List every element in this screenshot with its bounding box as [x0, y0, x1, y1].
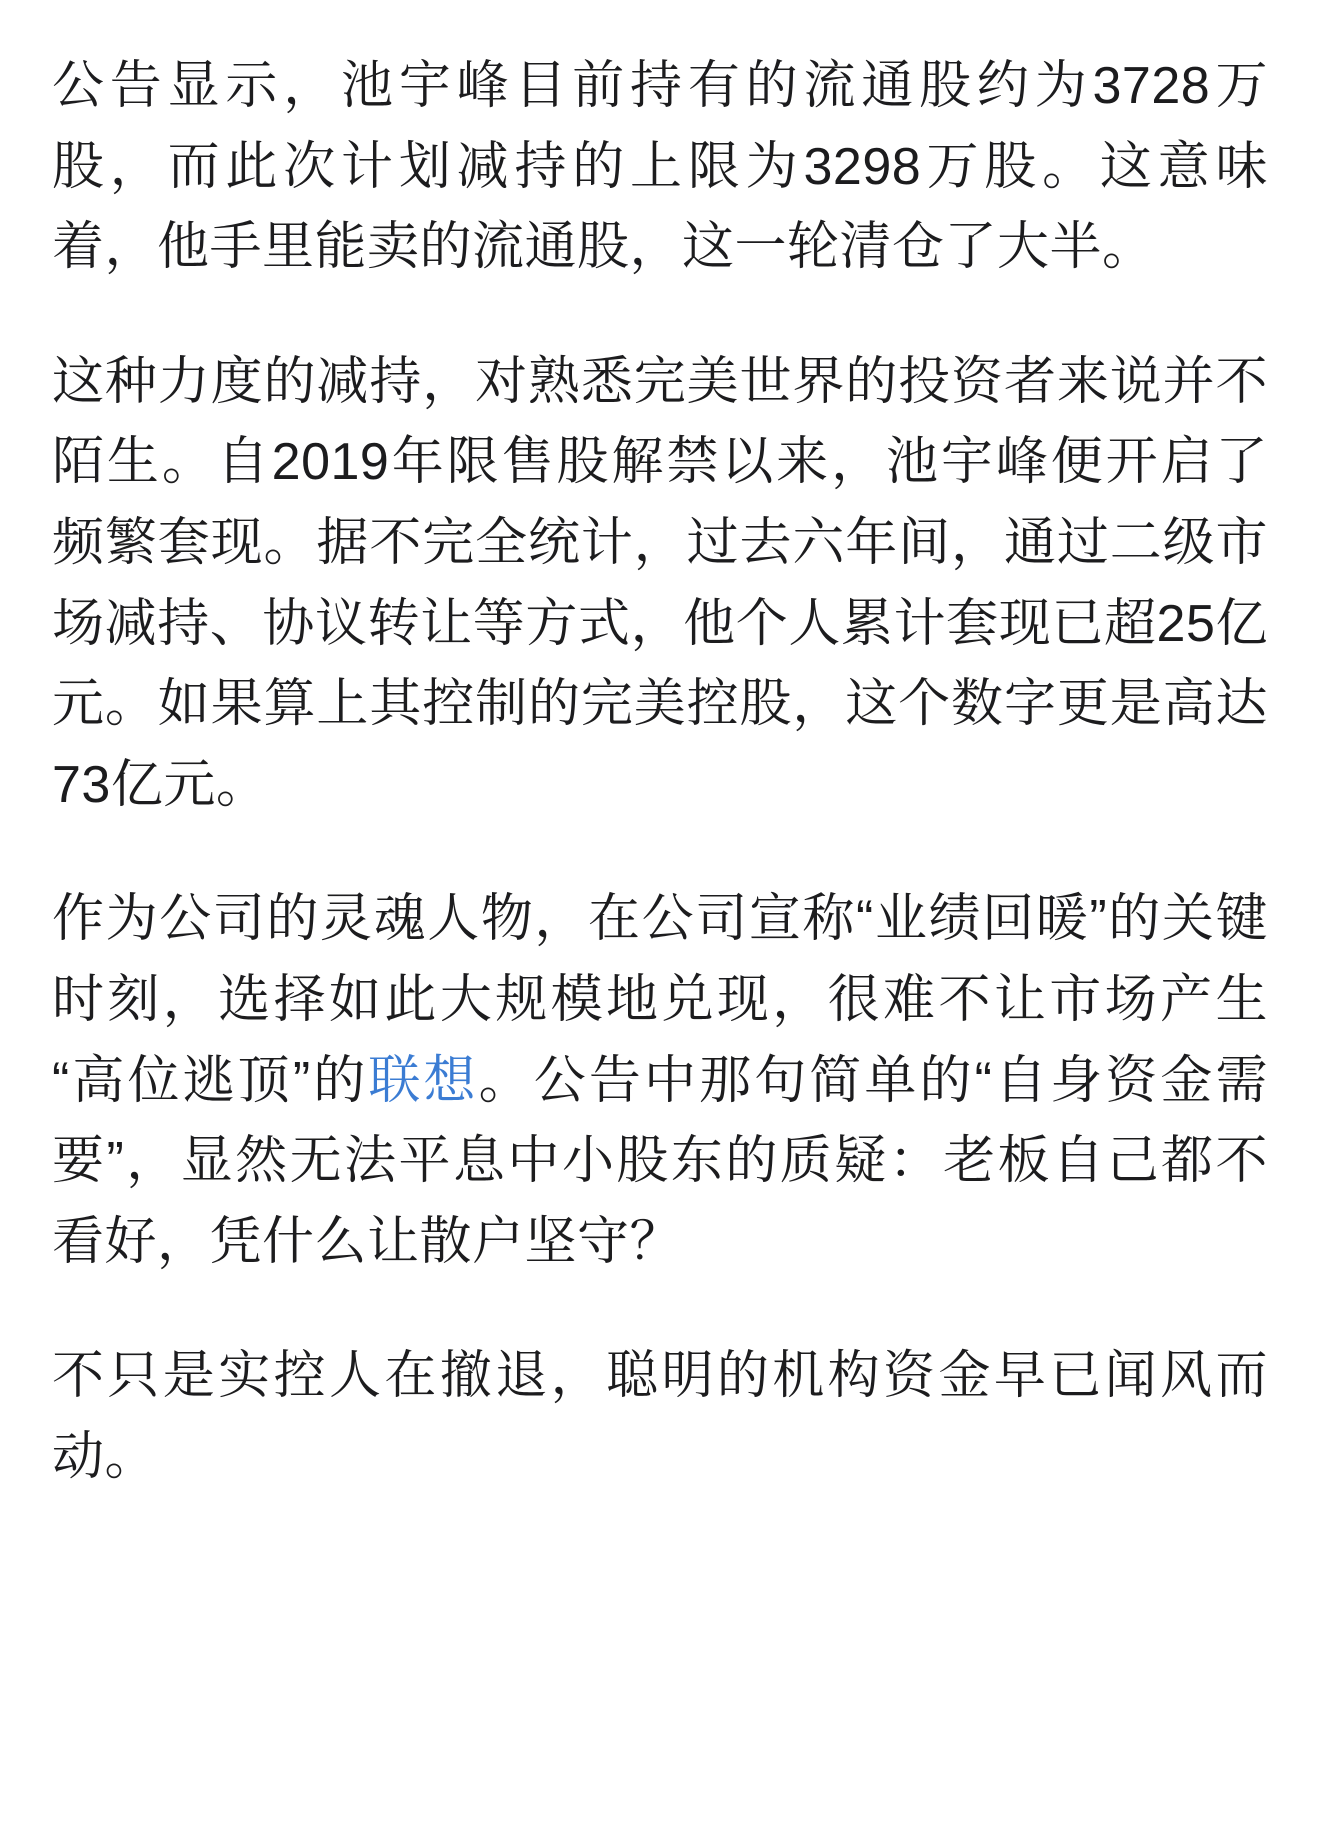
- paragraph-3: [52, 879, 1268, 1282]
- paragraph-3-text-before-link: 作为公司的灵魂人物，在公司宣称“业绩回暖”的关键时刻，选择如此大规模地兑现，很难不让市场产生“高位逃顶”的: [52, 890, 1268, 1110]
- paragraph-2: 这种力度的减持，对熟悉完美世界的投资者来说并不陌生。自2019年限售股解禁以来，池宇峰便开启了频繁套现。据不完全统计，过去六年间，通过二级市场减持、协议转让等方式，他个人累计套现已超25亿元。如果算上其控制的完美控股，这个数字更是高达73亿元。: [52, 352, 1268, 814]
- lenovo-keyword-link[interactable]: 联想: [368, 1051, 479, 1110]
- paragraph-4: 不只是实控人在撤退，聪明的机构资金早已闻风而动。: [52, 1347, 1268, 1486]
- paragraph-1: 公告显示，池宇峰目前持有的流通股约为3728万股，而此次计划减持的上限为3298万股。这意味着，他手里能卖的流通股，这一轮清仓了大半。: [52, 57, 1268, 277]
- paragraph-3-text-after-link: 。公告中那句简单的“自身资金需要”，显然无法平息中小股东的质疑：老板自己都不看好，凭什么让散户坚守？: [52, 1051, 1268, 1271]
